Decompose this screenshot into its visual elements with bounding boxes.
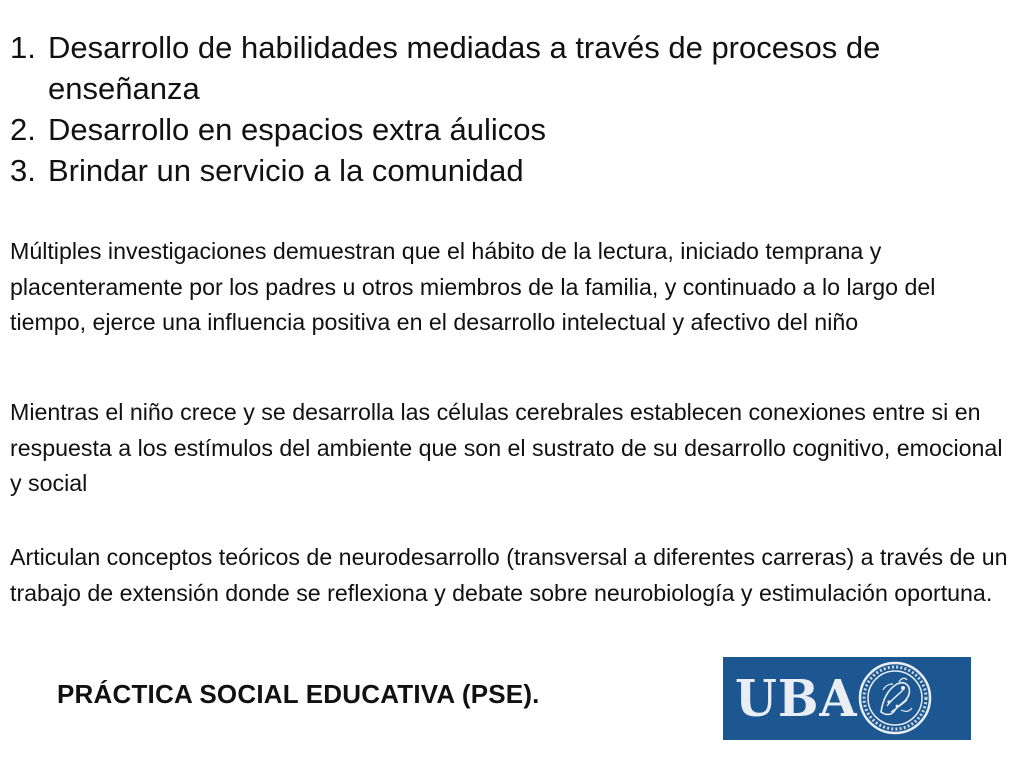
uba-logo — [723, 657, 971, 740]
university-seal-icon — [857, 660, 933, 736]
list-item-text: Brindar un servicio a la comunidad — [48, 153, 524, 188]
list-item-text: Desarrollo en espacios extra áulicos — [48, 112, 546, 147]
objectives-list — [10, 27, 1000, 191]
logo-text: UBA — [735, 669, 858, 729]
list-item-text: Desarrollo de habilidades mediadas a través de procesos de enseñanza — [48, 30, 881, 106]
list-item — [10, 27, 1000, 109]
list-item — [10, 150, 1000, 191]
paragraph-reading-habit: Múltiples investigaciones demuestran que el hábito de la lectura, iniciado temprana y placenteramente por los padres u otros miembros de la familia, y continuado a lo largo del tiempo, ejerce una influencia positiva en el desarrollo intelectual y afectivo del niño — [10, 238, 936, 335]
footer-title: PRÁCTICA SOCIAL EDUCATIVA (PSE). — [57, 679, 540, 709]
paragraph-neurodevelopment: Articulan conceptos teóricos de neurodesarrollo (transversal a diferentes carreras) a través de un trabajo de extensión donde se reflexiona y debate sobre neurobiología y estimulación oportuna. — [10, 544, 1008, 606]
list-item — [10, 109, 1000, 150]
list-item-number: 3. — [10, 153, 36, 188]
list-item-number: 2. — [10, 112, 36, 147]
list-item-number: 1. — [10, 30, 36, 65]
paragraph-brain-development: Mientras el niño crece y se desarrolla las células cerebrales establecen conexiones entre si en respuesta a los estímulos del ambiente que son el sustrato de su desarrollo cognitivo, emocional y social — [10, 399, 1003, 496]
